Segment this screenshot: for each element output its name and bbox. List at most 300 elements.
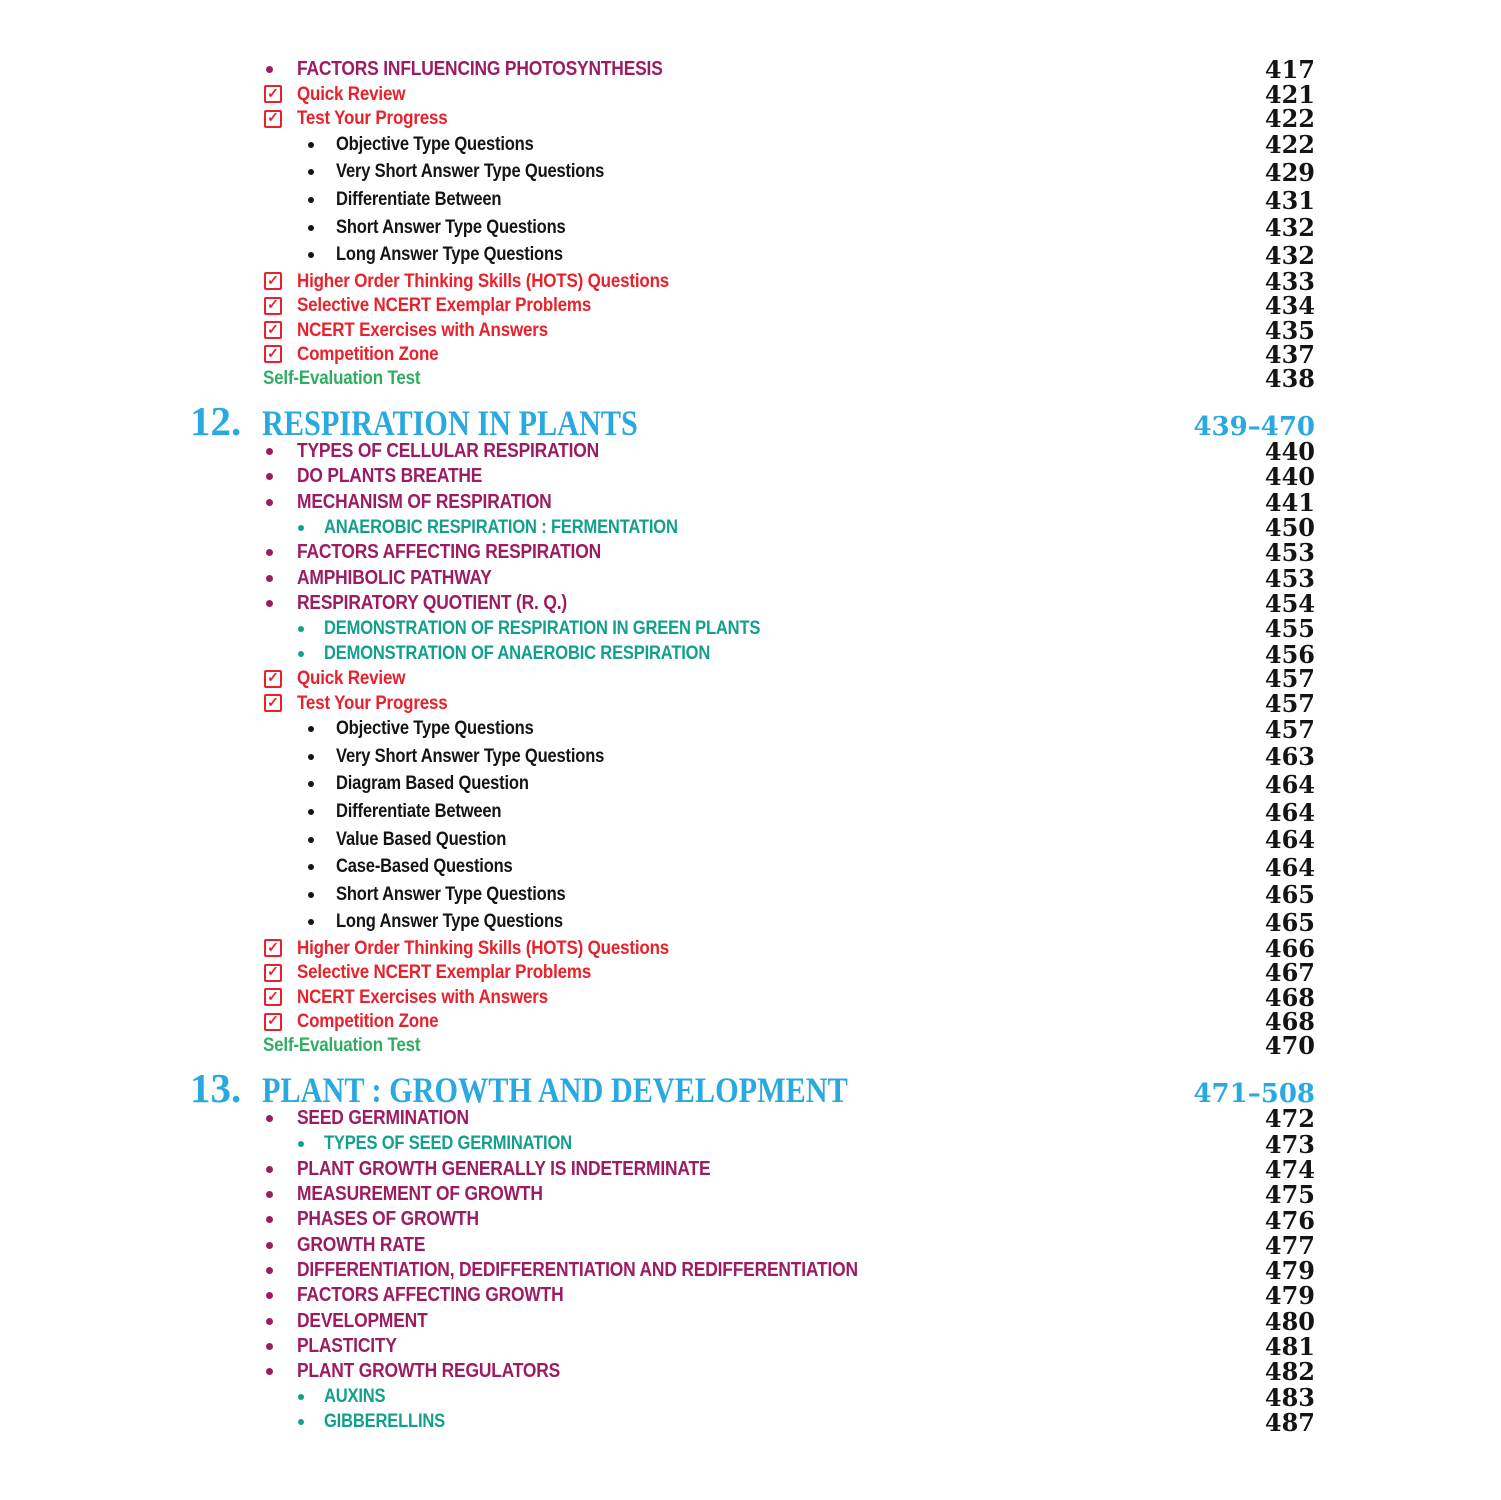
- entry-label: [324, 618, 1253, 640]
- entry-marker: [298, 525, 324, 531]
- entry-marker: [308, 142, 336, 148]
- toc-entry: [190, 364, 1315, 394]
- entry-page-number: 479: [1264, 1281, 1315, 1311]
- toc-entry: [190, 743, 1315, 771]
- entry-label: [297, 961, 1253, 984]
- entry-label-text: Short Answer Type Questions: [336, 883, 566, 905]
- entry-label: [297, 692, 1253, 715]
- entry-marker: [266, 448, 297, 455]
- entry-page-number: 464: [1264, 797, 1315, 827]
- entry-label-text: Higher Order Thinking Skills (HOTS) Questions: [297, 936, 670, 959]
- entry-label-text: FACTORS AFFECTING RESPIRATION: [297, 541, 601, 564]
- entry-label: [297, 440, 1253, 463]
- entry-page-number: 450: [1264, 513, 1315, 543]
- entry-label-text: Quick Review: [297, 667, 406, 690]
- checkbox-icon: [264, 670, 282, 688]
- entry-label: [297, 1010, 1253, 1033]
- entry-marker: [264, 85, 297, 103]
- toc-entry: [190, 715, 1315, 743]
- entry-label: [297, 343, 1253, 366]
- entry-marker: [266, 1166, 297, 1173]
- entry-label: [336, 746, 1253, 768]
- entry-page-number: 483: [1264, 1382, 1315, 1412]
- checkmark-icon: ✓: [267, 963, 279, 980]
- entry-label-text: Self-Evaluation Test: [263, 1034, 421, 1057]
- entry-label-text: PLANT GROWTH GENERALLY IS INDETERMINATE: [297, 1157, 711, 1180]
- entry-label-text: Case-Based Questions: [336, 856, 513, 878]
- entry-label-text: Test Your Progress: [297, 691, 448, 714]
- entry-label-text: Differentiate Between: [336, 801, 502, 823]
- bullet-icon: [266, 1343, 273, 1350]
- entry-label: [297, 107, 1253, 130]
- checkbox-icon: [264, 297, 282, 315]
- entry-marker: [298, 1419, 324, 1425]
- entry-marker: [264, 297, 297, 315]
- bullet-icon: [308, 781, 314, 787]
- entry-label: [336, 718, 1253, 740]
- entry-marker: [266, 66, 297, 73]
- entry-label-text: PLANT GROWTH REGULATORS: [297, 1360, 561, 1383]
- entry-page-number: 479: [1264, 1256, 1315, 1286]
- toc-entry: [190, 639, 1315, 669]
- toc-entry: [190, 826, 1315, 854]
- entry-page-number: 465: [1264, 907, 1315, 937]
- entry-label-text: Long Answer Type Questions: [336, 244, 563, 266]
- bullet-icon: [308, 892, 314, 898]
- entry-page-number: 437: [1264, 339, 1315, 369]
- checkbox-icon: [264, 85, 282, 103]
- checkmark-icon: ✓: [267, 344, 279, 361]
- entry-label: [336, 773, 1253, 795]
- entry-marker: [264, 670, 297, 688]
- toc-entry: [190, 664, 1315, 694]
- entry-page-number: 453: [1264, 563, 1315, 593]
- bullet-icon: [266, 549, 273, 556]
- entry-label: [297, 1335, 1253, 1358]
- entry-page-number: 417: [1264, 55, 1315, 85]
- entry-marker: [266, 600, 297, 607]
- toc-entry: [190, 933, 1315, 963]
- entry-label: [297, 1284, 1253, 1307]
- entry-marker: [308, 864, 336, 870]
- entry-marker: [266, 1115, 297, 1122]
- entry-label: [336, 856, 1253, 878]
- toc-content: [190, 57, 1315, 1435]
- entry-page-number: 468: [1264, 1007, 1315, 1037]
- entry-marker: [298, 1141, 324, 1147]
- toc-entry: [190, 186, 1315, 214]
- bullet-icon: [308, 252, 314, 258]
- entry-label: [297, 667, 1253, 690]
- entry-label-text: Long Answer Type Questions: [336, 911, 563, 933]
- bullet-icon: [266, 1368, 273, 1375]
- checkmark-icon: ✓: [267, 693, 279, 710]
- entry-label-text: GROWTH RATE: [297, 1233, 426, 1256]
- entry-label-text: DIFFERENTIATION, DEDIFFERENTIATION AND REDIFFERENTIATION: [297, 1259, 858, 1282]
- entry-label-text: Higher Order Thinking Skills (HOTS) Questions: [297, 269, 670, 292]
- entry-marker: [266, 1216, 297, 1223]
- toc-entry: [190, 1306, 1315, 1336]
- entry-marker: [308, 919, 336, 925]
- entry-label: [297, 1183, 1253, 1206]
- entry-label-text: Self-Evaluation Test: [263, 367, 421, 390]
- entry-label: [297, 1259, 1253, 1282]
- entry-label-text: PLASTICITY: [297, 1334, 397, 1357]
- entry-page-number: 440: [1264, 437, 1315, 467]
- chapter-page-range: 471–508: [1193, 1079, 1315, 1110]
- toc-entry: [190, 614, 1315, 644]
- toc-entry: [190, 798, 1315, 826]
- entry-marker: [266, 499, 297, 506]
- entry-page-number: 453: [1264, 538, 1315, 568]
- checkmark-icon: ✓: [267, 987, 279, 1004]
- entry-page-number: 455: [1264, 614, 1315, 644]
- entry-page-number: 463: [1264, 742, 1315, 772]
- entry-page-number: 441: [1264, 487, 1315, 517]
- bullet-icon: [266, 1216, 273, 1223]
- entry-label-text: TYPES OF CELLULAR RESPIRATION: [297, 440, 600, 463]
- entry-label-text: RESPIRATORY QUOTIENT (R. Q.): [297, 591, 568, 614]
- checkbox-icon: [264, 939, 282, 957]
- entry-label: [297, 1107, 1253, 1130]
- entry-label: [297, 1158, 1253, 1181]
- bullet-icon: [266, 448, 273, 455]
- entry-label-text: TYPES OF SEED GERMINATION: [324, 1133, 572, 1155]
- entry-label: [336, 911, 1253, 933]
- bullet-icon: [308, 837, 314, 843]
- chapter-title-text: RESPIRATION IN PLANTS: [262, 403, 638, 443]
- toc-entry: [190, 588, 1315, 618]
- entry-page-number: 432: [1264, 240, 1315, 270]
- entry-marker: [264, 110, 297, 128]
- entry-label: [324, 517, 1253, 539]
- entry-label-text: AUXINS: [324, 1386, 386, 1408]
- entry-marker: [266, 1368, 297, 1375]
- bullet-icon: [266, 1191, 273, 1198]
- entry-label-text: MECHANISM OF RESPIRATION: [297, 490, 552, 513]
- checkmark-icon: ✓: [267, 296, 279, 313]
- entry-label-text: MEASUREMENT OF GROWTH: [297, 1183, 543, 1206]
- toc-entry: [190, 909, 1315, 937]
- entry-label: [297, 986, 1253, 1009]
- toc-entry: [190, 1357, 1315, 1387]
- entry-page-number: 465: [1264, 880, 1315, 910]
- checkbox-icon: [264, 345, 282, 363]
- entry-label: [297, 1208, 1253, 1231]
- entry-marker: [308, 169, 336, 175]
- entry-label-text: Competition Zone: [297, 1010, 439, 1033]
- entry-label: [336, 244, 1253, 266]
- toc-entry: [190, 462, 1315, 492]
- checkbox-icon: [264, 1013, 282, 1031]
- toc-entry: [190, 315, 1315, 345]
- entry-label: [263, 1034, 1253, 1057]
- entry-label: [336, 189, 1253, 211]
- entry-marker: [298, 651, 324, 657]
- entry-label: [297, 270, 1253, 293]
- toc-entry: [190, 1154, 1315, 1184]
- entry-label: [297, 592, 1253, 615]
- bullet-icon: [266, 575, 273, 582]
- checkmark-icon: ✓: [267, 669, 279, 686]
- entry-page-number: 472: [1264, 1104, 1315, 1134]
- toc-entry: [190, 881, 1315, 909]
- entry-marker: [264, 272, 297, 290]
- entry-label-text: PHASES OF GROWTH: [297, 1208, 479, 1231]
- entry-label: [297, 1234, 1253, 1257]
- chapter-number: 12.: [190, 398, 242, 444]
- entry-page-number: 422: [1264, 104, 1315, 134]
- entry-label-text: AMPHIBOLIC PATHWAY: [297, 566, 492, 589]
- entry-label: [263, 367, 1253, 390]
- entry-marker: [266, 575, 297, 582]
- toc-entry: [190, 131, 1315, 159]
- toc-entry: [190, 958, 1315, 988]
- entry-marker: [266, 1242, 297, 1249]
- toc-entry: [190, 487, 1315, 517]
- toc-entry: [190, 1180, 1315, 1210]
- bullet-icon: [266, 1292, 273, 1299]
- toc-entry: [190, 513, 1315, 543]
- toc-entry: [190, 1256, 1315, 1286]
- bullet-icon: [266, 1166, 273, 1173]
- entry-page-number: 476: [1264, 1205, 1315, 1235]
- entry-marker: [298, 626, 324, 632]
- bullet-icon: [298, 525, 304, 531]
- bullet-icon: [308, 754, 314, 760]
- checkbox-icon: [264, 110, 282, 128]
- toc-entry: [190, 1382, 1315, 1412]
- entry-marker: [298, 1394, 324, 1400]
- checkmark-icon: ✓: [267, 271, 279, 288]
- entry-page-number: 434: [1264, 291, 1315, 321]
- chapter-page-range: 439–470: [1193, 412, 1315, 442]
- toc-entry: [190, 104, 1315, 134]
- entry-label: [297, 1310, 1253, 1333]
- entry-marker: [264, 988, 297, 1006]
- toc-entry: [190, 771, 1315, 799]
- entry-label-text: Differentiate Between: [336, 189, 502, 211]
- entry-label: [297, 937, 1253, 960]
- checkmark-icon: ✓: [267, 84, 279, 101]
- entry-page-number: 473: [1264, 1129, 1315, 1159]
- entry-label-text: NCERT Exercises with Answers: [297, 318, 548, 341]
- bullet-icon: [266, 473, 273, 480]
- entry-label-text: DEMONSTRATION OF RESPIRATION IN GREEN PLANTS: [324, 617, 761, 639]
- entry-label-text: GIBBERELLINS: [324, 1411, 445, 1433]
- entry-marker: [266, 473, 297, 480]
- chapter-heading: [190, 1065, 1315, 1112]
- entry-label: [336, 217, 1253, 239]
- entry-page-number: 457: [1264, 664, 1315, 694]
- bullet-icon: [308, 864, 314, 870]
- entry-label: [297, 465, 1253, 488]
- entry-page-number: 432: [1264, 213, 1315, 243]
- chapter-heading: [190, 398, 1315, 444]
- chapter-number: 13.: [190, 1065, 242, 1112]
- toc-entry: [190, 1331, 1315, 1361]
- entry-page-number: 464: [1264, 825, 1315, 855]
- entry-marker: [308, 754, 336, 760]
- bullet-icon: [308, 726, 314, 732]
- entry-page-number: 431: [1264, 185, 1315, 215]
- toc-entry: [190, 563, 1315, 593]
- entry-page-number: 474: [1264, 1154, 1315, 1184]
- checkmark-icon: ✓: [267, 320, 279, 337]
- toc-entry: [190, 266, 1315, 296]
- entry-marker: [266, 549, 297, 556]
- bullet-icon: [266, 600, 273, 607]
- entry-page-number: 480: [1264, 1306, 1315, 1336]
- entry-label: [297, 1360, 1253, 1383]
- entry-marker: [308, 197, 336, 203]
- checkbox-icon: [264, 694, 282, 712]
- entry-page-number: 487: [1264, 1407, 1315, 1437]
- bullet-icon: [308, 197, 314, 203]
- entry-label: [324, 1411, 1253, 1433]
- entry-page-number: 475: [1264, 1180, 1315, 1210]
- toc-entry: [190, 1205, 1315, 1235]
- entry-page-number: 467: [1264, 958, 1315, 988]
- entry-page-number: 466: [1264, 933, 1315, 963]
- entry-page-number: 470: [1264, 1031, 1315, 1061]
- entry-marker: [264, 964, 297, 982]
- entry-label: [336, 829, 1253, 851]
- checkbox-icon: [264, 964, 282, 982]
- entry-marker: [264, 1013, 297, 1031]
- toc-entry: [190, 1031, 1315, 1061]
- entry-page-number: 468: [1264, 982, 1315, 1012]
- entry-label-text: Very Short Answer Type Questions: [336, 161, 605, 183]
- entry-label-text: DO PLANTS BREATHE: [297, 465, 483, 488]
- bullet-icon: [308, 809, 314, 815]
- entry-marker: [264, 321, 297, 339]
- bullet-icon: [298, 1394, 304, 1400]
- entry-label: [297, 319, 1253, 342]
- entry-page-number: 457: [1264, 688, 1315, 718]
- entry-page-number: 454: [1264, 588, 1315, 618]
- entry-marker: [308, 726, 336, 732]
- entry-label-text: SEED GERMINATION: [297, 1107, 469, 1130]
- entry-label-text: Short Answer Type Questions: [336, 216, 566, 238]
- entry-label-text: Diagram Based Question: [336, 773, 529, 795]
- toc-entry: [190, 339, 1315, 369]
- toc-entry: [190, 241, 1315, 269]
- bullet-icon: [266, 1267, 273, 1274]
- entry-marker: [308, 809, 336, 815]
- checkmark-icon: ✓: [267, 1012, 279, 1029]
- entry-label: [297, 83, 1253, 106]
- bullet-icon: [298, 626, 304, 632]
- bullet-icon: [266, 499, 273, 506]
- entry-marker: [266, 1318, 297, 1325]
- entry-label: [297, 294, 1253, 317]
- entry-label-text: NCERT Exercises with Answers: [297, 985, 548, 1008]
- toc-entry: [190, 1129, 1315, 1159]
- entry-label-text: Selective NCERT Exemplar Problems: [297, 961, 592, 984]
- entry-label-text: Competition Zone: [297, 342, 439, 365]
- toc-entry: [190, 982, 1315, 1012]
- entry-page-number: 438: [1264, 364, 1315, 394]
- entry-label: [324, 1133, 1253, 1155]
- entry-label: [297, 491, 1253, 514]
- bullet-icon: [298, 651, 304, 657]
- toc-entry: [190, 214, 1315, 242]
- entry-marker: [308, 837, 336, 843]
- chapter-title-text: PLANT : GROWTH AND DEVELOPMENT: [262, 1070, 848, 1111]
- toc-entry: [190, 538, 1315, 568]
- bullet-icon: [308, 225, 314, 231]
- entry-label: [297, 541, 1253, 564]
- entry-label-text: DEMONSTRATION OF ANAEROBIC RESPIRATION: [324, 643, 711, 665]
- entry-label-text: Value Based Question: [336, 828, 507, 850]
- toc-entry: [190, 1230, 1315, 1260]
- entry-label-text: FACTORS AFFECTING GROWTH: [297, 1284, 564, 1307]
- entry-page-number: 477: [1264, 1230, 1315, 1260]
- entry-label: [297, 58, 1253, 81]
- entry-label-text: Test Your Progress: [297, 107, 448, 130]
- entry-page-number: 464: [1264, 852, 1315, 882]
- checkbox-icon: [264, 321, 282, 339]
- entry-marker: [308, 781, 336, 787]
- checkbox-icon: [264, 988, 282, 1006]
- toc-entry: [190, 1407, 1315, 1437]
- entry-marker: [308, 252, 336, 258]
- toc-entry: [190, 1281, 1315, 1311]
- checkmark-icon: ✓: [267, 938, 279, 955]
- entry-page-number: 464: [1264, 769, 1315, 799]
- bullet-icon: [266, 66, 273, 73]
- toc-entry: [190, 437, 1315, 467]
- entry-label-text: ANAEROBIC RESPIRATION : FERMENTATION: [324, 516, 678, 538]
- bullet-icon: [266, 1318, 273, 1325]
- bullet-icon: [298, 1419, 304, 1425]
- entry-page-number: 429: [1264, 157, 1315, 187]
- entry-label-text: Very Short Answer Type Questions: [336, 745, 605, 767]
- entry-label-text: Objective Type Questions: [336, 133, 534, 155]
- entry-marker: [266, 1292, 297, 1299]
- entry-marker: [264, 345, 297, 363]
- checkmark-icon: ✓: [267, 109, 279, 126]
- entry-page-number: 481: [1264, 1331, 1315, 1361]
- entry-page-number: 457: [1264, 714, 1315, 744]
- entry-label: [336, 134, 1253, 156]
- entry-label: [336, 801, 1253, 823]
- entry-label-text: DEVELOPMENT: [297, 1309, 428, 1332]
- entry-label-text: Objective Type Questions: [336, 718, 534, 740]
- chapter-title: [262, 405, 1181, 441]
- checkbox-icon: [264, 272, 282, 290]
- entry-marker: [266, 1191, 297, 1198]
- toc-entry: [190, 853, 1315, 881]
- toc-entry: [190, 55, 1315, 85]
- chapter-title: [262, 1070, 1181, 1111]
- toc-entry: [190, 159, 1315, 187]
- bullet-icon: [308, 169, 314, 175]
- toc-entry: [190, 1007, 1315, 1037]
- entry-marker: [266, 1267, 297, 1274]
- entry-page-number: 482: [1264, 1357, 1315, 1387]
- bullet-icon: [308, 919, 314, 925]
- entry-label: [324, 1386, 1253, 1408]
- entry-label: [336, 884, 1253, 906]
- entry-page-number: 433: [1264, 266, 1315, 296]
- entry-label: [336, 161, 1253, 183]
- entry-label-text: Selective NCERT Exemplar Problems: [297, 294, 592, 317]
- entry-label: [324, 643, 1253, 665]
- toc-entry: [190, 688, 1315, 718]
- entry-label: [297, 567, 1253, 590]
